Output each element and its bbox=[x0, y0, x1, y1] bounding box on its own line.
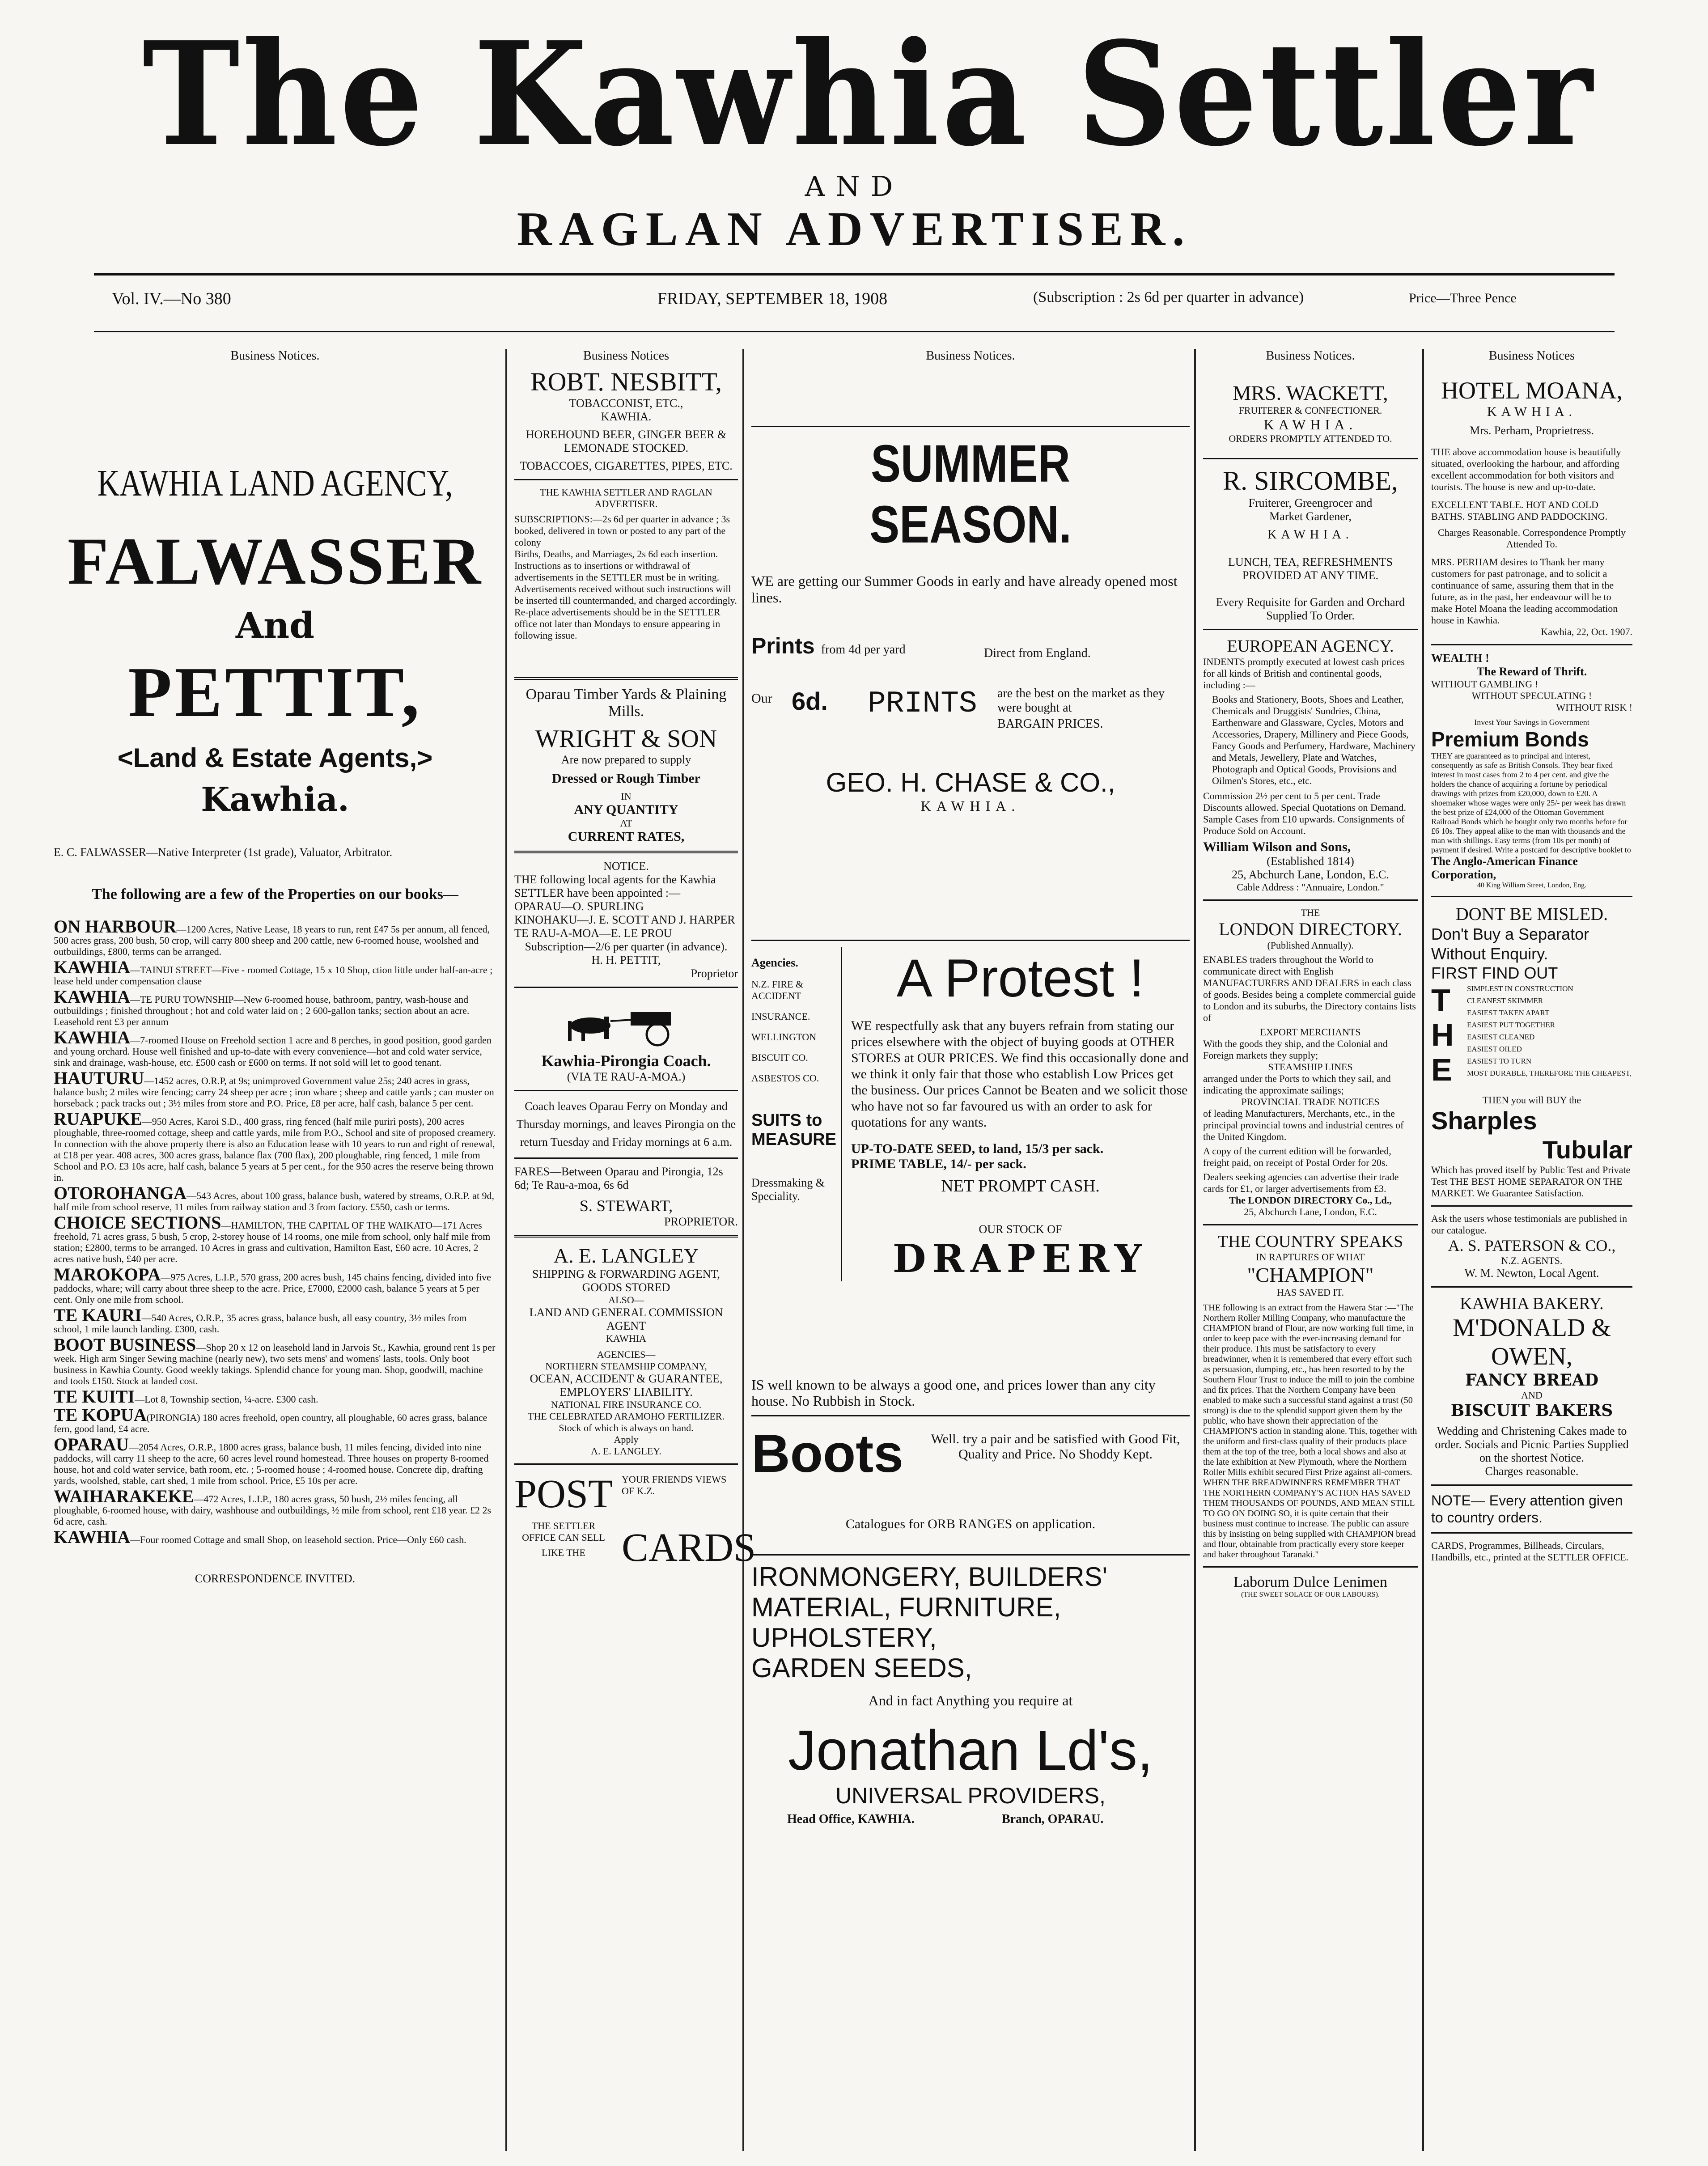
nesbitt-line: KAWHIA. bbox=[601, 410, 652, 423]
volume-number: Vol. IV.—No 380 bbox=[112, 289, 231, 308]
newspaper-subtitle: RAGLAN ADVERTISER. bbox=[517, 203, 1192, 256]
property-name: CHOICE SECTIONS bbox=[54, 1212, 221, 1233]
property-details: —TE PURU TOWNSHIP—New 6-roomed house, bathroom, pantry, wash-house and outbuildings ; finished throughout ; hot and cold water laid on ; 2 600-gallon tanks; section about an acre. Leasehold rent £3 per annum bbox=[54, 994, 470, 1027]
property-name: TE KAURI bbox=[54, 1305, 142, 1325]
dont-be-misled: DONT BE MISLED. bbox=[1455, 904, 1608, 924]
divider bbox=[751, 1554, 1190, 1556]
masthead bbox=[81, 10, 1628, 264]
wilson-address: 25, Abchurch Lane, London, E.C. bbox=[1232, 868, 1389, 881]
divider bbox=[1431, 644, 1632, 645]
printing-cards: CARDS, Programmes, Billheads, Circulars, Handbills, etc., printed at the SETTLER OFFICE. bbox=[1431, 1540, 1629, 1563]
prints-price: from 4d per yard bbox=[821, 643, 906, 657]
bargain-prices: BARGAIN PRICES. bbox=[997, 717, 1103, 731]
newspaper-title: The Kawhia Settler bbox=[142, 10, 1595, 178]
divider bbox=[751, 940, 1190, 941]
property-details: —543 Acres, about 100 grass, balance bush, watered by streams, O.R.P. at 9d, half mile from school reserve, 11 miles from railway station and 3 from factory. £550, cash or terms. bbox=[54, 1190, 495, 1212]
bakery-name: OWEN, bbox=[1491, 1343, 1572, 1370]
notice-title: NOTICE. bbox=[603, 860, 649, 873]
issue-date: FRIDAY, SEPTEMBER 18, 1908 bbox=[657, 289, 888, 308]
divider bbox=[1431, 1286, 1632, 1288]
then-buy: THEN you will BUY the bbox=[1482, 1094, 1581, 1106]
property-name: KAWHIA bbox=[54, 1027, 131, 1047]
property-details: —TAINUI STREET—Five - roomed Cottage, 15 x 10 Shop, ction little under half-an-acre ; lease held under compensation clause bbox=[54, 964, 493, 987]
offices-line bbox=[751, 1812, 1190, 1830]
property-details: —Shop 20 x 12 on leasehold land in Jarvois St., Kawhia, ground rent 1s per week. High arm Singer Sewing machine (nearly new), two sets mens' and womens' lasts, tools. Only boot business in Kawhia County. Good weekly takings. Splendid chance for young man. Shop, goodwill, machine and tools £150. Stock at landed cost. bbox=[54, 1342, 496, 1386]
column-header: Business Notices. bbox=[926, 349, 1015, 363]
ironmongery-line: IRONMONGERY, BUILDERS' bbox=[751, 1562, 1108, 1592]
coach-illustration bbox=[514, 994, 738, 1048]
post-text: THE SETTLER OFFICE CAN SELL bbox=[522, 1520, 605, 1543]
property-listing bbox=[54, 1527, 496, 1547]
drapery-text: IS well known to be always a good one, and prices lower than any city house. No Rubbish in Stock. bbox=[751, 1377, 1156, 1409]
fancy-bread: FANCY BREAD bbox=[1465, 1371, 1599, 1390]
country-saved: HAS SAVED IT. bbox=[1276, 1287, 1344, 1298]
paterson-agents: N.Z. AGENTS. bbox=[1501, 1255, 1563, 1266]
suits-to-measure: SUITS to MEASURE bbox=[751, 1111, 837, 1149]
property-name: RUAPUKE bbox=[54, 1109, 142, 1129]
settler-notice-title: THE KAWHIA SETTLER AND RAGLAN ADVERTISER. bbox=[540, 487, 712, 509]
sharples-ask: Ask the users whose testimonials are published in our catalogue. bbox=[1431, 1213, 1627, 1236]
settler-notice-text: Instructions as to insertions or withdrawal of advertisements in the SETTLER must be in writing. Advertisements received without such instructions will be inserted till countermanded, and charged accordingly. bbox=[514, 560, 737, 606]
agent-entry: KINOHAKU—J. E. SCOTT AND J. HARPER bbox=[514, 913, 735, 926]
bakery-title: KAWHIA BAKERY. bbox=[1460, 1294, 1604, 1313]
hotel-text: THE above accommodation house is beautifully situated, overlooking the harbour, and affording excellent accommodation for both visitors and tourists. The house is new and up-to-date. bbox=[1431, 446, 1621, 492]
notice-subscription: Subscription—2/6 per quarter (in advance). bbox=[525, 940, 728, 953]
post-word: POST bbox=[514, 1472, 613, 1516]
coach-via: (VIA TE RAU-A-MOA.) bbox=[567, 1070, 686, 1083]
column-divider bbox=[1194, 349, 1196, 2151]
interpreter-line: E. C. FALWASSER—Native Interpreter (1st grade), Valuator, Arbitrator. bbox=[54, 846, 393, 859]
sircombe-town: KAWHIA. bbox=[1267, 528, 1353, 542]
agent-entry: OPARAU—O. SPURLING bbox=[514, 900, 644, 913]
property-listing bbox=[54, 1068, 496, 1109]
property-name: ON HARBOUR bbox=[54, 916, 177, 937]
coach-title: Kawhia-Pirongia Coach. bbox=[541, 1052, 711, 1070]
agency-item: INSURANCE. bbox=[751, 1011, 810, 1022]
head-office: Head Office, KAWHIA. bbox=[787, 1812, 915, 1826]
firm-and: And bbox=[235, 604, 315, 646]
column-header: Business Notices bbox=[1488, 349, 1575, 363]
hotel-thanks: MRS. PERHAM desires to Thank her many customers for past patronage, and to solicit a continuance of same, assuring them that in the future, as in the past, her endeavour will be to make Hotel Moana the leading accommodation house in Kawhia. bbox=[1431, 556, 1618, 626]
column-divider bbox=[742, 349, 744, 2151]
property-listing bbox=[54, 1305, 496, 1335]
agency-item: N.Z. FIRE & ACCIDENT bbox=[751, 979, 804, 1001]
divider bbox=[514, 1157, 738, 1159]
catalogues: Catalogues for ORB RANGES on application. bbox=[845, 1517, 1096, 1531]
jonathan-name: Jonathan Ld's, bbox=[788, 1719, 1153, 1782]
divider bbox=[751, 426, 1190, 427]
sharples-name: Sharples bbox=[1431, 1106, 1537, 1135]
directory-the: THE bbox=[1301, 907, 1320, 918]
hotel-charges: Charges Reasonable. Correspondence Promptly Attended To. bbox=[1438, 527, 1626, 550]
ironmongery-line: MATERIAL, FURNITURE, bbox=[751, 1592, 1061, 1622]
langley-agency: THE CELEBRATED ARAMOHO FERTILIZER. bbox=[528, 1411, 725, 1422]
masthead-rule bbox=[94, 273, 1615, 276]
property-details: —472 Acres, L.I.P., 180 acres grass, 50 bush, 2½ miles fencing, all ploughable, 6-roomed house, with dairy, washhouse and outbuildings, ½ mile from school, rent £18 year. £2 2s 6d acre, cash. bbox=[54, 1493, 492, 1527]
property-listing bbox=[54, 1183, 496, 1212]
table-price: PRIME TABLE, 14/- per sack. bbox=[851, 1157, 1026, 1171]
firm-name-falwasser: FALWASSER bbox=[67, 524, 483, 598]
euro-intro: INDENTS promptly executed at lowest cash prices for all kinds of British and continental goods, including :— bbox=[1203, 656, 1405, 691]
feature-item: EASIEST OILED bbox=[1467, 1045, 1522, 1053]
divider bbox=[514, 1235, 738, 1238]
divider bbox=[1203, 629, 1418, 630]
property-details: —HAMILTON, THE CAPITAL OF THE WAIKATO—171 Acres freehold, 71 acres grass, 5 bush, 5 crop, 2-storey house of 14 rooms, one mile from school, only half mile from station; £2800, terms to be arranged. 10 Acres in grass and cultivation, Hamilton East, £60 acre. 10 Acres, 2 acres native bush, £40 per acre. bbox=[54, 1220, 491, 1264]
hotel-town: KAWHIA. bbox=[1487, 404, 1577, 419]
property-name: OPARAU bbox=[54, 1434, 129, 1454]
universal-providers: UNIVERSAL PROVIDERS, bbox=[835, 1783, 1106, 1808]
coach-proprietor: S. STEWART, bbox=[579, 1197, 673, 1215]
dressmaking: Dressmaking & Speciality. bbox=[751, 1176, 825, 1203]
chase-name: GEO. H. CHASE & CO., bbox=[826, 767, 1115, 797]
column-notices bbox=[514, 349, 756, 2147]
timber-line: Dressed or Rough Timber bbox=[552, 771, 700, 786]
prints-origin: Direct from England. bbox=[984, 646, 1091, 660]
boots-ad bbox=[751, 1423, 1190, 1499]
local-agent: W. M. Newton, Local Agent. bbox=[1464, 1267, 1599, 1280]
langley-apply: Apply bbox=[614, 1434, 639, 1445]
dont-buy: Don't Buy a Separator Without Enquiry. bbox=[1431, 925, 1589, 963]
directory-company: The LONDON DIRECTORY Co., Ld., bbox=[1229, 1195, 1392, 1206]
property-listing bbox=[54, 1264, 496, 1305]
drapery-title: DRAPERY bbox=[892, 1236, 1149, 1281]
correspondence-invited: CORRESPONDENCE INVITED. bbox=[195, 1572, 356, 1585]
seed-price: UP-TO-DATE SEED, to land, 15/3 per sack. bbox=[851, 1141, 1104, 1156]
chase-town: KAWHIA. bbox=[920, 798, 1021, 814]
stock-of: OUR STOCK OF bbox=[979, 1223, 1062, 1236]
langley-line: LAND AND GENERAL COMMISSION AGENT bbox=[529, 1306, 723, 1332]
laborum-sub: (THE SWEET SOLACE OF OUR LABOURS). bbox=[1241, 1591, 1380, 1598]
champion-text: THE following is an extract from the Hawera Star :—"The Northern Roller Milling Company, who manufacture the CHAMPION brand of Flour, are now working full time, in order to keep pace with the ever-increasing demand for their produce. This must be satisfactory to every breadwinner, when it is remembered that every effort such as persuasion, dumping, etc., has been resorted to by the Southern Flour Trust to induce the mill to join the combine and fix prices. That the Northern Company have been enabled to make such a successful stand against a trust (50 strong) is due to the splendid support given them by the public, who have shown their appreciation of the CHAMPION'S action in standing alone. This, together with the uniform and first-class quality of their products place them at the top of the tree, both a local shows and also at the late exhibition at New Plymouth, where the Northern Roller Mills exhibit secured First Prize against all-comers. WHEN THE BREADWINNERS REMEMBER THAT THE NORTHERN COMPANY'S ACTION HAS SAVED THEM THOUSANDS OF POUNDS, AND MEAN STILL TO GO ON DOING SO, it is quite certain that their business must continue to increase. The public can assure this by insisting on being supplied with CHAMPION bread and flour, obtainable from practically every store keeper and baker throughout Taranaki." bbox=[1203, 1303, 1417, 1560]
wealth-line: WITHOUT RISK ! bbox=[1556, 702, 1632, 713]
wright-son: WRIGHT & SON bbox=[535, 725, 717, 753]
divider bbox=[514, 677, 738, 680]
subscription-note: (Subscription : 2s 6d per quarter in advance) bbox=[1033, 289, 1304, 305]
divider bbox=[514, 1090, 738, 1091]
timber-line: CURRENT RATES, bbox=[568, 829, 685, 844]
sixd-price: 6d. bbox=[792, 687, 828, 715]
column-divider bbox=[505, 349, 507, 2151]
settler-notice-text: SUBSCRIPTIONS:—2s 6d per quarter in advance ; 3s booked, delivered in town or posted to any part of the colony bbox=[514, 513, 730, 548]
prints-big: PRINTS bbox=[868, 687, 977, 721]
column-divider bbox=[1422, 349, 1424, 2151]
notice-role: Proprietor bbox=[691, 967, 738, 980]
timber-title: Oparau Timber Yards & Plaining Mills. bbox=[526, 686, 727, 720]
net-prompt-cash: NET PROMPT CASH. bbox=[941, 1177, 1100, 1195]
langley-agency: OCEAN, ACCIDENT & GUARANTEE, EMPLOYERS' LIABILITY. bbox=[530, 1372, 723, 1399]
property-listing bbox=[54, 1386, 496, 1407]
property-listing bbox=[54, 916, 496, 957]
sircombe-requisite: Every Requisite for Garden and Orchard Supplied To Order. bbox=[1216, 596, 1405, 622]
protest-title: A Protest ! bbox=[896, 948, 1144, 1008]
divider bbox=[751, 1415, 1190, 1416]
sircombe-line: Fruiterer, Greengrocer and bbox=[1248, 496, 1373, 509]
price: Price—Three Pence bbox=[1409, 291, 1517, 305]
agency-title: KAWHIA LAND AGENCY, bbox=[97, 462, 453, 504]
bakery-name: M'DONALD & bbox=[1453, 1314, 1611, 1342]
prints-word: Prints bbox=[751, 633, 815, 658]
wackett-line: FRUITERER & CONFECTIONER. bbox=[1238, 405, 1382, 416]
agency-item: BISCUIT CO. bbox=[751, 1052, 808, 1063]
the-letter: T bbox=[1431, 983, 1450, 1017]
column-chase bbox=[751, 349, 1190, 2147]
directory-heading: PROVINCIAL TRADE NOTICES bbox=[1241, 1096, 1380, 1107]
london-directory-title: LONDON DIRECTORY. bbox=[1219, 919, 1402, 939]
property-details: —540 Acres, O.R.P., 35 acres grass, balance bush, all easy country, 3½ miles from school, 1 mile launch landing. £300, cash. bbox=[54, 1312, 467, 1335]
country-sub: IN RAPTURES OF WHAT bbox=[1256, 1251, 1365, 1263]
property-name: KAWHIA bbox=[54, 1527, 131, 1547]
property-listing bbox=[54, 1027, 496, 1068]
bakery-and: AND bbox=[1521, 1390, 1543, 1401]
langley-signature: A. E. LANGLEY. bbox=[591, 1445, 661, 1457]
feature-item: EASIEST TO TURN bbox=[1467, 1057, 1532, 1065]
column-header: Business Notices. bbox=[1266, 349, 1355, 363]
sircombe-name: R. SIRCOMBE, bbox=[1223, 466, 1398, 496]
property-listing bbox=[54, 1434, 496, 1486]
the-letters bbox=[1431, 983, 1458, 1087]
settler-notice-text: Births, Deaths, and Marriages, 2s 6d each insertion. bbox=[514, 548, 718, 560]
timber-line: AT bbox=[620, 818, 632, 829]
directory-text: With the goods they ship, and the Colonial and Foreign markets they supply; bbox=[1203, 1038, 1388, 1061]
divider bbox=[514, 479, 738, 480]
feature-item: SIMPLEST IN CONSTRUCTION bbox=[1467, 984, 1573, 993]
protest-text: WE respectfully ask that any buyers refrain from stating our prices elsewhere with the object of buying goods at OTHER STORES at OUR PRICES. We find this occasionally done and we think it only fair that those who establish Low Prices get the business. Our prices Cannot be Beaten and we solicit those who have not so far favoured us with an order to ask for quotations for any wants. bbox=[851, 1018, 1189, 1130]
bonds-text: THEY are guaranteed as to principal and interest, consequently as safe as British Consols. They bear fixed interest in most cases from 2 to 4 per cent. and give the holders the chance of acquiring a fortune by periodical drawings with prizes from £20,000, down to £20. A shoemaker whose wages were only 25/- per week has drawn the best prize of £24,000 of the Ottoman Government Railroad Bonds which he bought only two months before for £6 10s. They appeal alike to the man with thousands and the man with shillings. Easy terms (from 10s per month) of payment if desired. Write a postcard for descriptive booklet to bbox=[1431, 751, 1631, 854]
hotel-proprietress: Mrs. Perham, Proprietress. bbox=[1469, 424, 1594, 437]
divider bbox=[514, 851, 738, 853]
ironmongery-line: GARDEN SEEDS, bbox=[751, 1653, 972, 1683]
coach-schedule: Coach leaves Oparau Ferry on Monday and Thursday mornings, and leaves Pirongia on the return Tuesday and Friday mornings at 6 a.m. bbox=[516, 1100, 736, 1149]
divider bbox=[1203, 1566, 1418, 1568]
column-land-agency bbox=[54, 349, 496, 2147]
nesbitt-line: TOBACCOES, CIGARETTES, PIPES, ETC. bbox=[520, 459, 733, 472]
property-listing bbox=[54, 1109, 496, 1183]
paterson-firm: A. S. PATERSON & CO., bbox=[1448, 1237, 1616, 1255]
invest-line: Invest Your Savings in Government bbox=[1474, 718, 1589, 727]
dateline bbox=[112, 287, 1588, 314]
divider bbox=[1203, 899, 1418, 901]
property-details: —975 Acres, L.I.P., 570 grass, 200 acres bush, 145 chains fencing, divided into five paddocks, whare; will carry about three sheep to the acre. Price, £7000, £2000 cash, balance 5 years at 5 per cent. Only one mile from school. bbox=[54, 1272, 491, 1305]
features-list bbox=[1467, 983, 1632, 1079]
property-listing bbox=[54, 1212, 496, 1264]
timber-line: IN bbox=[621, 791, 631, 802]
sircombe-line: Market Gardener, bbox=[1269, 510, 1352, 523]
langley-also: ALSO— bbox=[608, 1294, 644, 1306]
property-listing bbox=[54, 1405, 496, 1434]
property-details: —1200 Acres, Native Lease, 18 years to run, rent £47 5s per annum, all fenced, 500 acres grass, 200 bush, 50 crop, will carry 800 sheep and 200 cattle, new 6-roomed house, woolshed and outbuildings, £800, terms can be arranged. bbox=[54, 924, 490, 957]
property-details: —2054 Acres, O.R.P., 1800 acres grass, balance bush, 11 miles fencing, divided into nine paddocks, will carry 11 sheep to the acre, 60 acres level round homestead. Three houses on property 8-roomed house, hot and cold water service, bath room, etc. ; 5-roomed house ; 4-roomed house. Concrete dip, drafting yards, woolshed, stable, cart shed, 1 mile from school. Price, £5 10s per acre. bbox=[54, 1441, 489, 1486]
langley-name: A. E. LANGLEY bbox=[553, 1244, 699, 1267]
agencies-sidebar bbox=[751, 956, 837, 1203]
property-listing bbox=[54, 1486, 496, 1527]
langley-agency: Stock of which is always on hand. bbox=[559, 1422, 694, 1433]
feature-item: MOST DURABLE, THEREFORE THE CHEAPEST, bbox=[1467, 1069, 1632, 1077]
wealth-title: WEALTH ! bbox=[1431, 652, 1489, 665]
feature-item: CLEANEST SKIMMER bbox=[1467, 996, 1543, 1005]
notice-signature: H. H. PETTIT, bbox=[591, 954, 661, 966]
property-name: HAUTURU bbox=[54, 1068, 144, 1088]
boots-text: Well. try a pair and be satisfied with Good Fit, Quality and Price. No Shoddy Kept. bbox=[931, 1432, 1180, 1462]
the-letter: H bbox=[1431, 1017, 1454, 1052]
property-name: TE KOPUA bbox=[54, 1405, 147, 1425]
agents-line: <Land & Estate Agents,> bbox=[117, 743, 433, 773]
feature-item: EASIEST TAKEN APART bbox=[1467, 1009, 1550, 1017]
wackett-orders: ORDERS PROMPTLY ATTENDED TO. bbox=[1229, 433, 1392, 444]
feature-item: EASIEST CLEANED bbox=[1467, 1033, 1535, 1041]
wealth-line: WITHOUT SPECULATING ! bbox=[1471, 690, 1592, 701]
town-kawhia: Kawhia. bbox=[201, 780, 349, 819]
country-speaks-title: THE COUNTRY SPEAKS bbox=[1217, 1232, 1403, 1251]
property-name: WAIHARAKEKE bbox=[54, 1486, 194, 1506]
property-list bbox=[54, 916, 496, 1547]
property-details: —1452 acres, O.R.P, at 9s; unimproved Government value 25s; 240 acres in grass, balance bush; 2 miles wire fencing; carry 24 sheep per acre ; iron whare ; sheep and cattle yards ; can muster on horseback ; pack tracks out ; 3½ miles from store and P.O. Price, £8 per acre, half cash, balance 5 per cent. bbox=[54, 1075, 494, 1109]
property-name: MAROKOPA bbox=[54, 1264, 161, 1284]
divider bbox=[1431, 896, 1632, 897]
langley-agencies: AGENCIES— bbox=[597, 1349, 656, 1360]
property-listing bbox=[54, 1335, 496, 1386]
property-details: —Lot 8, Township section, ¼-acre. £300 cash. bbox=[135, 1394, 318, 1405]
property-details: (PIRONGIA) 180 acres freehold, open country, all ploughable, 60 acres grass, balance fern, good land, £4 acre. bbox=[54, 1412, 487, 1434]
divider bbox=[514, 1463, 738, 1465]
champion-title: "CHAMPION" bbox=[1247, 1263, 1374, 1286]
dateline-rule bbox=[94, 331, 1615, 332]
settler-notice-text: Re-place advertisements should be in the SETTLER office not later than Mondays to ensure appearing in following issue. bbox=[514, 606, 720, 641]
langley-line: SHIPPING & FORWARDING AGENT, GOODS STORED bbox=[532, 1267, 720, 1294]
anything-require: And in fact Anything you require at bbox=[868, 1692, 1073, 1708]
property-name: OTOROHANGA bbox=[54, 1183, 187, 1203]
masthead-and: AND bbox=[805, 170, 904, 203]
agent-entry: TE RAU-A-MOA—E. LE PROU bbox=[514, 927, 672, 940]
column-agency bbox=[1203, 349, 1418, 2147]
column-hotel bbox=[1431, 349, 1632, 2147]
separator-features bbox=[1431, 983, 1632, 1094]
langley-agency: NATIONAL FIRE INSURANCE CO. bbox=[551, 1399, 702, 1410]
bakery-note: NOTE— Every attention given to country orders. bbox=[1431, 1492, 1623, 1526]
post-text: YOUR FRIENDS VIEWS OF K.Z. bbox=[622, 1474, 727, 1496]
postcards-ad bbox=[514, 1471, 756, 1587]
bakery-charges: Charges reasonable. bbox=[1485, 1465, 1579, 1478]
sixd-prints-ad bbox=[751, 687, 1190, 749]
column-header: Business Notices bbox=[583, 349, 670, 363]
divider bbox=[1431, 1532, 1632, 1534]
wilson-cable: Cable Address : "Annuaire, London." bbox=[1237, 882, 1384, 893]
wilson-firm: William Wilson and Sons, bbox=[1203, 839, 1351, 854]
laborum-title: Laborum Dulce Lenimen bbox=[1233, 1574, 1387, 1590]
bonds-address: 40 King William Street, London, Eng. bbox=[1477, 882, 1587, 889]
property-listing bbox=[54, 987, 496, 1027]
wackett-name: MRS. WACKETT, bbox=[1233, 381, 1388, 404]
directory-heading: EXPORT MERCHANTS bbox=[1260, 1026, 1361, 1038]
timber-line: ANY QUANTITY bbox=[574, 802, 678, 817]
column-header: Business Notices. bbox=[230, 349, 320, 363]
property-details: —7-roomed House on Freehold section 1 acre and 8 perches, in good position, good garden and young orchard. House well finished and up-to-date with every convenience—hot and cold water service, sink and drainage, wash-house, etc. £500 cash or £600 on terms. If not sold will let to good tenant. bbox=[54, 1034, 492, 1068]
wealth-sub: The Reward of Thrift. bbox=[1476, 665, 1587, 678]
property-name: KAWHIA bbox=[54, 957, 131, 977]
coach-fares: FARES—Between Oparau and Pirongia, 12s 6d; Te Rau-a-moa, 6s 6d bbox=[514, 1165, 723, 1191]
divider bbox=[1431, 1205, 1632, 1207]
summer-intro: WE are getting our Summer Goods in early and have already opened most lines. bbox=[751, 573, 1178, 606]
properties-intro: The following are a few of the Properties on our books— bbox=[92, 886, 458, 903]
hotel-name: HOTEL MOANA, bbox=[1441, 377, 1623, 404]
property-name: KAWHIA bbox=[54, 987, 131, 1007]
property-name: BOOT BUSINESS bbox=[54, 1335, 196, 1355]
directory-text: ENABLES traders throughout the World to communicate direct with English MANUFACTURERS AND DEALERS in each class of goods. Besides being a complete commercial guide to London and its suburbs, the Directory contains lists of bbox=[1203, 954, 1416, 1023]
divider bbox=[514, 987, 738, 988]
ironmongery-line: UPHOLSTERY, bbox=[751, 1623, 937, 1653]
property-name: TE KUITI bbox=[54, 1386, 135, 1407]
coach-role: PROPRIETOR. bbox=[664, 1215, 738, 1228]
hotel-date: Kawhia, 22, Oct. 1907. bbox=[1541, 626, 1632, 637]
summer-season-title: SUMMER SEASON. bbox=[869, 434, 1072, 554]
boots-title: Boots bbox=[751, 1424, 903, 1484]
langley-town: KAWHIA bbox=[606, 1333, 646, 1344]
agency-item: WELLINGTON bbox=[751, 1031, 816, 1043]
nesbitt-name: ROBT. NESBITT, bbox=[530, 367, 722, 396]
wilson-established: (Established 1814) bbox=[1267, 855, 1354, 868]
sharples-text: Which has proved itself by Public Test and Private Test THE BEST HOME SEPARATOR ON THE MARKET. We Guarantee Satisfaction. bbox=[1431, 1164, 1631, 1199]
post-text: LIKE THE bbox=[542, 1547, 585, 1558]
nesbitt-line: HOREHOUND BEER, GINGER BEER & LEMONADE STOCKED. bbox=[526, 428, 727, 454]
our-word: Our bbox=[751, 691, 772, 706]
divider bbox=[1203, 1224, 1418, 1225]
bonds-corporation: The Anglo-American Finance Corporation, bbox=[1431, 855, 1578, 881]
directory-address: 25, Abchurch Lane, London, E.C. bbox=[1244, 1206, 1377, 1217]
divider bbox=[1203, 458, 1418, 459]
directory-text: A copy of the current edition will be forwarded, freight paid, on receipt of Postal Order for 20s. bbox=[1203, 1145, 1391, 1168]
sircombe-lunch: LUNCH, TEA, REFRESHMENTS PROVIDED AT ANY TIME. bbox=[1228, 555, 1393, 582]
firm-name-pettit: PETTIT, bbox=[128, 652, 422, 732]
euro-commission: Commission 2½ per cent to 5 per cent. Trade Discounts allowed. Special Quotations on Demand. Sample Cases from £10 upwards. Consignments of Produce Sold on Account. bbox=[1203, 790, 1406, 836]
wealth-line: WITHOUT GAMBLING ! bbox=[1431, 678, 1538, 690]
notice-text: THE following local agents for the Kawhia SETTLER have been appointed :— bbox=[514, 873, 716, 899]
directory-text: Dealers seeking agencies can advertise their trade cards for £1, or larger advertisements from £3. bbox=[1203, 1171, 1399, 1194]
prints-line bbox=[751, 633, 1190, 669]
hotel-table: EXCELLENT TABLE. HOT AND COLD BATHS. STABLING AND PADDOCKING. bbox=[1431, 499, 1608, 522]
the-letter: E bbox=[1431, 1052, 1452, 1087]
wackett-town: KAWHIA. bbox=[1263, 416, 1357, 432]
branch-office: Branch, OPARAU. bbox=[1002, 1812, 1104, 1826]
feature-item: EASIEST PUT TOGETHER bbox=[1467, 1021, 1555, 1029]
property-details: —950 Acres, Karoi S.D., 400 grass, ring fenced (half mile purirì posts), 200 acres ploughable, three-roomed cottage, sheep and cattle yards, mile from P.O., School and site of proposed creamery. In connection with the above property there is also an Education lease with 10 years to run and right of renewal, at £18 per year. 408 acres, 300 acres grass, balance flax (700 flax), 200 ploughable, ring fenced, 1 mile from School and P.O. £3 10s acre, half cash, balance 5 years at 5 per cent., for the 950 acres the reserve being thrown in. bbox=[54, 1116, 496, 1183]
european-agency-title: EUROPEAN AGENCY. bbox=[1227, 637, 1394, 656]
property-listing bbox=[54, 957, 496, 987]
langley-agency: NORTHERN STEAMSHIP COMPANY, bbox=[545, 1361, 707, 1372]
directory-heading: STEAMSHIP LINES bbox=[1268, 1061, 1353, 1072]
protest-notice bbox=[841, 947, 1190, 1281]
nesbitt-line: TOBACCONIST, ETC., bbox=[569, 397, 683, 410]
directory-text: arranged under the Ports to which they sail, and indicating the approximate sailings; bbox=[1203, 1073, 1391, 1096]
biscuit-bakers: BISCUIT BAKERS bbox=[1450, 1401, 1613, 1420]
directory-text: of leading Manufacturers, Merchants, etc., in the principal provincial towns and industrial centres of the United Kingdom. bbox=[1203, 1108, 1404, 1142]
timber-line: Are now prepared to supply bbox=[561, 753, 691, 766]
agencies-title: Agencies. bbox=[751, 956, 798, 969]
divider bbox=[1431, 1484, 1632, 1486]
protest-block bbox=[751, 947, 1190, 1377]
tubular-name: Tubular bbox=[1542, 1136, 1632, 1164]
premium-bonds: Premium Bonds bbox=[1431, 728, 1589, 751]
property-details: —Four roomed Cottage and small Shop, on leasehold section. Price—Only £60 cash. bbox=[130, 1534, 466, 1545]
first-find-out: FIRST FIND OUT bbox=[1431, 964, 1558, 982]
agency-item: ASBESTOS CO. bbox=[751, 1072, 819, 1084]
prints-best: are the best on the market as they were bought at bbox=[997, 687, 1165, 715]
euro-list: Books and Stationery, Boots, Shoes and Leather, Chemicals and Druggists' Sundries, China, Earthenware and Glassware, Cycles, Motors and Accessories, Drapery, Millinery and Piece Goods, Fancy Goods and Perfumery, Hardware, Machinery and Metals, Jewellery, Plate and Watches, Photograph and Optical Goods, Provisions and Oilmen's Stores, etc., etc. bbox=[1212, 694, 1416, 786]
bakery-text: Wedding and Christening Cakes made to order. Socials and Picnic Parties Supplied on the shortest Notice. bbox=[1435, 1424, 1629, 1464]
directory-published: (Published Annually). bbox=[1267, 940, 1354, 951]
cards-word: CARDS bbox=[622, 1526, 756, 1570]
